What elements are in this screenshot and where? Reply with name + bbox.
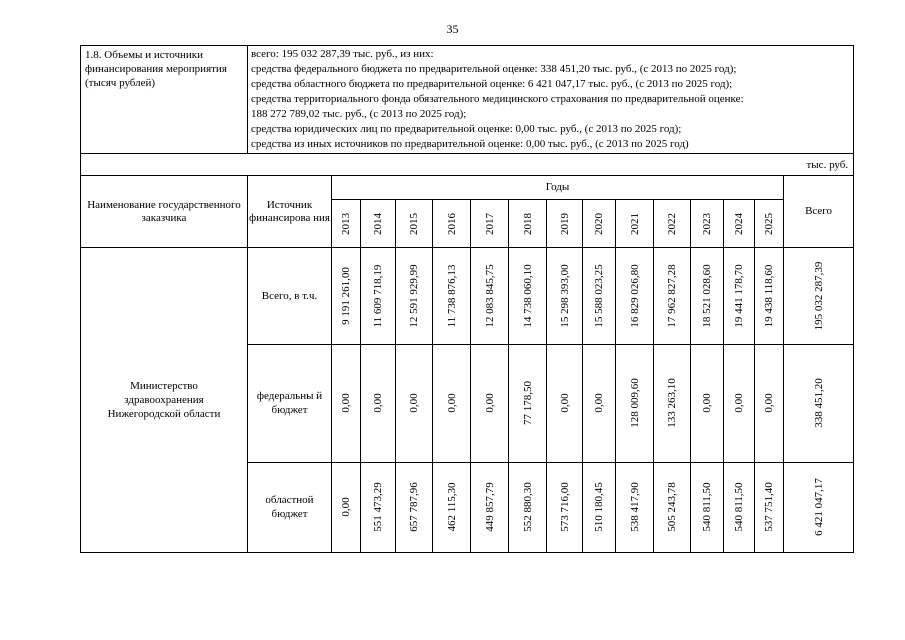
value-cell	[654, 248, 691, 344]
value-cell	[547, 462, 583, 552]
value-cell	[616, 344, 654, 462]
value-cell	[691, 248, 724, 344]
value-cell	[547, 248, 583, 344]
value-cell	[691, 344, 724, 462]
value: 12 083 845,75	[483, 264, 496, 328]
header-customer: Наименование государственного заказчика	[81, 176, 248, 248]
value-cell	[691, 462, 724, 552]
value-cell	[724, 462, 755, 552]
value: 11 738 876,13	[445, 264, 458, 328]
desc-line: средства территориального фонда обязательного медицинского страхования по предварительной оценке:	[251, 93, 744, 105]
year-header: 2021	[628, 212, 641, 235]
value: 0,00	[445, 393, 458, 413]
value: 537 751,40	[763, 482, 775, 533]
year-header-cell	[332, 200, 361, 248]
value-cell	[396, 344, 433, 462]
value-cell	[332, 462, 361, 552]
year-header-cell	[509, 200, 547, 248]
value-cell	[509, 344, 547, 462]
year-header-cell	[396, 200, 433, 248]
value-cell	[755, 462, 784, 552]
section-description	[248, 46, 854, 154]
value: 510 180,45	[593, 482, 605, 533]
header-total: Всего	[784, 176, 854, 248]
value-cell	[616, 462, 654, 552]
value-cell	[654, 462, 691, 552]
value: 16 829 026,80	[628, 264, 641, 328]
year-header: 2017	[483, 212, 496, 235]
value-cell	[361, 462, 396, 552]
value: 462 115,30	[445, 482, 458, 532]
value-cell	[583, 462, 616, 552]
value: 15 298 393,00	[558, 264, 571, 328]
row-total: 338 451,20	[812, 378, 825, 428]
value-cell	[332, 248, 361, 344]
value-cell	[361, 344, 396, 462]
value: 0,00	[763, 393, 775, 413]
row-total-cell	[784, 248, 854, 344]
value: 552 880,30	[521, 482, 534, 533]
value-cell	[509, 462, 547, 552]
year-header-cell	[755, 200, 784, 248]
year-header-cell	[433, 200, 471, 248]
year-header: 2016	[445, 212, 458, 235]
value: 449 857,79	[483, 482, 496, 533]
value: 128 009,60	[628, 378, 641, 428]
value-cell	[471, 344, 509, 462]
year-header: 2015	[408, 212, 420, 235]
page-number: 35	[446, 22, 459, 36]
year-header: 2020	[593, 212, 605, 235]
value-cell	[755, 344, 784, 462]
desc-line: средства областного бюджета по предварительной оценке: 6 421 047,17 тыс. руб., (с 2013 по 2025 год);	[251, 78, 733, 90]
year-header: 2018	[521, 212, 534, 235]
row-total: 6 421 047,17	[812, 478, 825, 537]
value: 18 521 028,60	[701, 264, 713, 328]
year-header: 2014	[372, 212, 384, 235]
year-header-cell	[654, 200, 691, 248]
value-cell	[471, 248, 509, 344]
source-name: федеральны й бюджет	[248, 344, 332, 462]
value: 19 441 178,70	[733, 264, 745, 328]
value: 0,00	[408, 393, 420, 413]
value-cell	[433, 344, 471, 462]
table-row	[81, 248, 854, 344]
value: 0,00	[340, 497, 352, 518]
value-cell	[547, 344, 583, 462]
value-cell	[361, 248, 396, 344]
value-cell	[583, 344, 616, 462]
value: 0,00	[340, 393, 352, 413]
value: 538 417,90	[628, 482, 641, 533]
value: 15 588 023,25	[593, 264, 605, 328]
year-header-cell	[471, 200, 509, 248]
year-header-cell	[361, 200, 396, 248]
value: 0,00	[701, 393, 713, 413]
value: 540 811,50	[733, 482, 745, 532]
row-total: 195 032 287,39	[812, 261, 825, 331]
desc-line: средства юридических лиц по предварительной оценке: 0,00 тыс. руб., (с 2013 по 2025 год);	[251, 123, 682, 135]
value: 0,00	[558, 393, 571, 413]
value: 77 178,50	[521, 381, 534, 426]
year-header-cell	[724, 200, 755, 248]
year-header: 2013	[340, 212, 352, 235]
value-cell	[755, 248, 784, 344]
year-header: 2022	[666, 212, 678, 235]
value: 9 191 261,00	[340, 267, 352, 325]
row-total-cell	[784, 462, 854, 552]
value: 0,00	[593, 393, 605, 413]
year-header-cell	[583, 200, 616, 248]
customer-name: Министерство здравоохранения Нижегородской области	[81, 248, 248, 553]
header-years: Годы	[332, 176, 784, 200]
value-cell	[396, 462, 433, 552]
value-cell	[396, 248, 433, 344]
desc-line: средства федерального бюджета по предварительной оценке: 338 451,20 тыс. руб., (с 2013 по 2025 год);	[251, 63, 737, 75]
value-cell	[583, 248, 616, 344]
value-cell	[332, 344, 361, 462]
year-header-cell	[547, 200, 583, 248]
year-header: 2023	[701, 212, 713, 235]
year-header: 2024	[733, 212, 745, 235]
value: 573 716,00	[558, 482, 571, 533]
value-cell	[433, 462, 471, 552]
value-cell	[509, 248, 547, 344]
units-label: тыс. руб.	[81, 154, 854, 176]
value: 133 263,10	[666, 378, 678, 428]
value-cell	[724, 248, 755, 344]
value-cell	[616, 248, 654, 344]
value: 11 609 718,19	[372, 264, 384, 328]
value-cell	[433, 248, 471, 344]
row-total-cell	[784, 344, 854, 462]
value: 12 591 929,99	[408, 264, 420, 328]
value: 14 738 060,10	[521, 264, 534, 328]
year-header: 2025	[763, 212, 775, 235]
value: 0,00	[372, 393, 384, 413]
year-header-cell	[616, 200, 654, 248]
source-name: областной бюджет	[248, 462, 332, 552]
funding-table	[80, 45, 854, 553]
desc-line: средства из иных источников по предварительной оценке: 0,00 тыс. руб., (с 2013 по 2025 год)	[251, 138, 689, 150]
value: 19 438 118,60	[763, 264, 775, 328]
section-label: 1.8. Объемы и источники финансирования мероприятия (тысяч рублей)	[81, 46, 248, 154]
source-name: Всего, в т.ч.	[248, 248, 332, 344]
value: 0,00	[483, 393, 496, 413]
year-header-cell	[691, 200, 724, 248]
value: 657 787,96	[408, 482, 420, 533]
desc-line: 188 272 789,02 тыс. руб., (с 2013 по 2025 год);	[251, 108, 467, 120]
value-cell	[471, 462, 509, 552]
desc-line: всего: 195 032 287,39 тыс. руб., из них:	[251, 48, 434, 60]
value: 540 811,50	[701, 482, 713, 532]
value-cell	[654, 344, 691, 462]
value: 17 962 827,28	[666, 264, 678, 328]
header-source: Источник финансирова ния	[248, 176, 332, 248]
value: 0,00	[733, 393, 745, 413]
value-cell	[724, 344, 755, 462]
value: 551 473,29	[372, 482, 384, 533]
value: 505 243,78	[666, 482, 678, 533]
year-header: 2019	[558, 212, 571, 235]
